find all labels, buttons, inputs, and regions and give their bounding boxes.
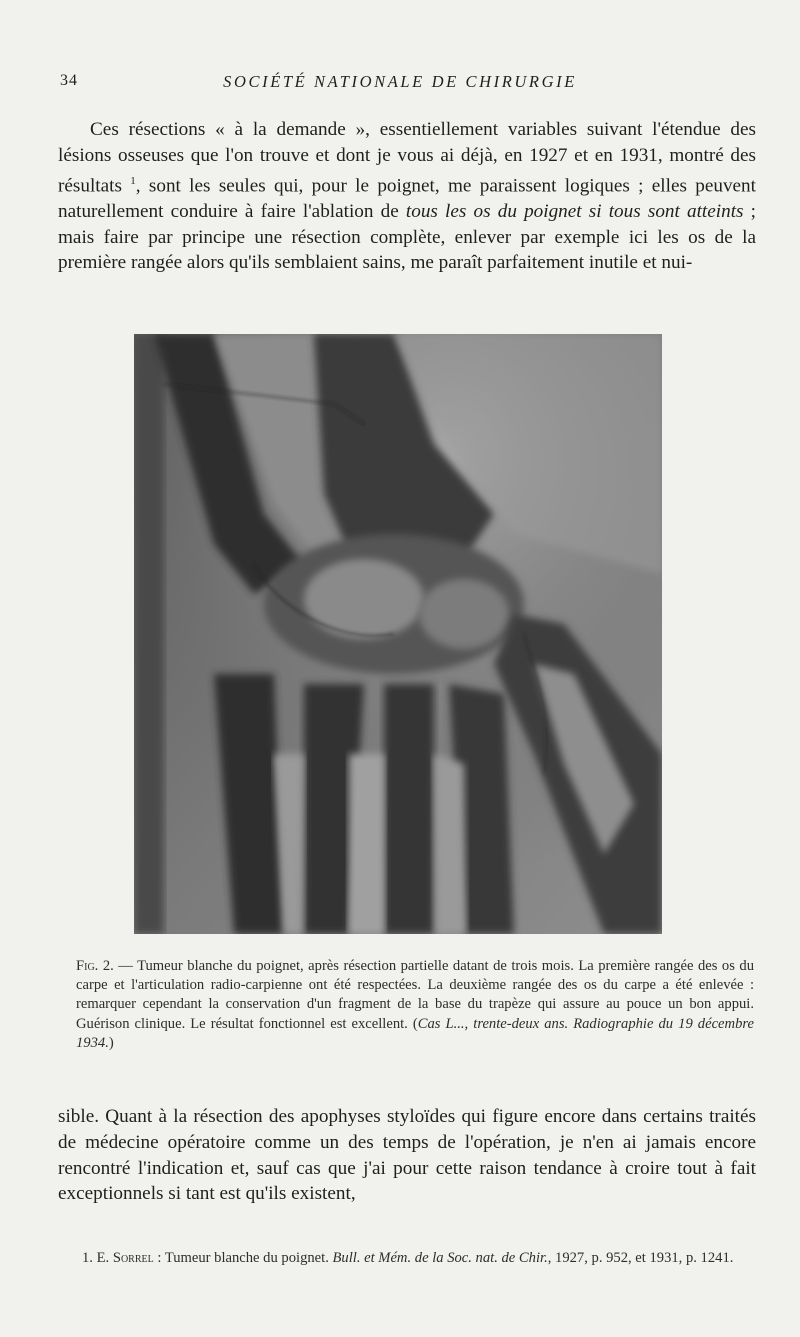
footnote-journal: Bull. et Mém. de la Soc. nat. de Chir.: [332, 1250, 548, 1266]
page-number: 34: [60, 72, 78, 89]
paragraph-1-text-b: , sont les seules qui, pour le poignet, me paraissent logiques ; elles peuvent naturellement conduire à faire l'ablation de: [58, 174, 756, 222]
paragraph-1-italic: tous les os du poignet si tous sont atteints: [405, 200, 744, 222]
figure-caption: [76, 957, 754, 1053]
figure-label: Fig. 2.: [76, 958, 114, 974]
radiograph-image: [134, 334, 662, 934]
caption-end: ): [108, 1034, 114, 1051]
paragraph-1-text-c: ; mais faire par principe une résection complète, enlever par exemple ici les os de la première rangée alors qu'ils semblaient sains, me paraît parfaitement inutile et nui-: [58, 200, 756, 274]
footnote-author: Sorrel: [112, 1250, 154, 1266]
footnote-number: 1.: [82, 1250, 93, 1266]
caption-italic: Cas L..., trente-deux ans. Radiographie du 19 décembre 1934.: [76, 1015, 754, 1051]
paragraph-1-text-a: Ces résections « à la demande », essentiellement variables suivant l'étendue des lésions osseuses que l'on trouve et dont je vous ai déjà, en 1927 et en 1931, montré des résultats: [58, 119, 756, 196]
running-head: [60, 72, 740, 96]
paragraph-2: [58, 1104, 756, 1207]
footnote-title: : Tumeur blanche du poignet.: [153, 1250, 333, 1266]
radiograph-figure: [134, 334, 662, 934]
caption-text: — Tumeur blanche du poignet, après résection partielle datant de trois mois. La première rangée des os du carpe et l'articulation radio-carpienne ont été respectées. La deuxième rangée des os du carpe a été enlevée : remarquer cependant la conservation d'un fragment de la base du trapèze qui assure au pouce un bon appui. Guérison clinique. Le résultat fonctionnel est excellent. (: [76, 958, 754, 1032]
journal-title: SOCIÉTÉ NATIONALE DE CHIRURGIE: [223, 72, 577, 91]
paragraph-2-text: sible. Quant à la résection des apophyses styloïdes qui figure encore dans certains traités de médecine opératoire comme un des temps de l'opération, je n'en ai jamais encore rencontré l'indication et, sauf cas que j'ai pour cette raison tendance à croire tout à fait exceptionnels si tant est qu'ils existent,: [58, 1106, 756, 1205]
footnote: [58, 1248, 756, 1268]
paragraph-1: [58, 117, 756, 276]
footnote-ref[interactable]: 1: [130, 174, 136, 187]
footnote-refs: , 1927, p. 952, et 1931, p. 1241.: [547, 1250, 734, 1266]
footnote-initial: E.: [92, 1250, 113, 1266]
